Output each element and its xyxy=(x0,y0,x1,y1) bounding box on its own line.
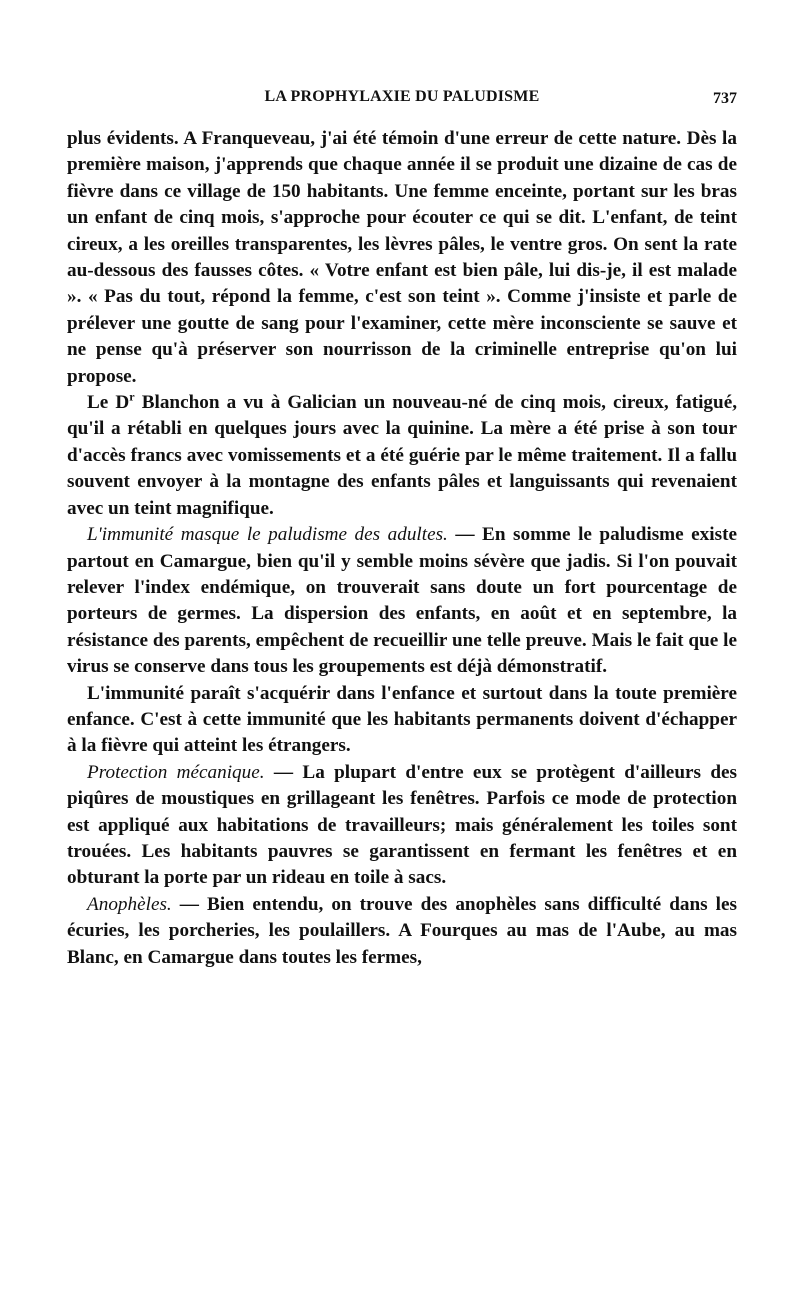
running-header xyxy=(67,88,737,118)
section-anopheles xyxy=(67,892,737,971)
running-title: LA PROPHYLAXIE DU PALUDISME xyxy=(264,88,540,105)
paragraph-blanchon xyxy=(67,390,737,522)
section-anopheles-body: — Bien entendu, on trouve des anophèles sans difficulté dans les écuries, les porcheries, les poulaillers. A Fourques au mas de l'Aube, au mas Blanc, en Camargue dans toutes les fermes, xyxy=(67,893,737,968)
section-anopheles-title: Anophèles. xyxy=(87,893,172,915)
section-immunity xyxy=(67,522,737,680)
body-text xyxy=(67,126,737,971)
page-number: 737 xyxy=(713,90,737,107)
section-mechanical-protection-title: Protection mécanique. xyxy=(87,761,265,783)
paragraph-immunity-childhood: L'immunité paraît s'acquérir dans l'enfance et surtout dans la toute première enfance. C'est à cette immunité que les habitants permanents doivent d'échapper à la fièvre qui atteint les étrangers. xyxy=(67,682,737,757)
paragraph-continuation: plus évidents. A Franqueveau, j'ai été témoin d'une erreur de cette nature. Dès la première maison, j'apprends que chaque année il se produit une dizaine de cas de fièvre dans ce village de 150 habitants. Une femme enceinte, portant sur les bras un enfant de cinq mois, s'approche pour écouter ce qui se dit. L'enfant, de teint cireux, a les oreilles transparentes, les lèvres pâles, le ventre gros. On sent la rate au-dessous des fausses côtes. « Votre enfant est bien pâle, lui dis-je, il est malade ». « Pas du tout, répond la femme, c'est son teint ». Comme j'insiste et parle de prélever une goutte de sang pour l'examiner, cette mère inconsciente se sauve et ne pense qu'à préserver son nourrisson de la criminelle entreprise qu'on lui propose. xyxy=(67,128,737,387)
paragraph-blanchon-start: Le D xyxy=(87,392,130,414)
paragraph-blanchon-rest: Blanchon a vu à Galician un nouveau-né de cinq mois, cireux, fatigué, qu'il a rétabli en quelques jours avec la quinine. La mère a été prise à son tour d'accès francs avec vomissements et a été guérie par le même traitement. Il a fallu souvent envoyer à la montagne des enfants pâles et languissants qui revenaient avec un teint magnifique. xyxy=(67,392,738,519)
doctor-superscript: r xyxy=(129,389,135,404)
section-immunity-title: L'immunité masque le paludisme des adultes. xyxy=(87,524,448,546)
document-page xyxy=(67,88,737,971)
section-immunity-body: — En somme le paludisme existe partout en Camargue, bien qu'il y semble moins sévère que jadis. Si l'on pouvait relever l'index endémique, on trouverait sans doute un fort pourcentage de porteurs de germes. La dispersion des enfants, en août et en septembre, la résistance des parents, empêchent de recueillir une telle preuve. Mais le fait que le virus se conserve dans tous les groupements est déjà démonstratif. xyxy=(67,524,737,678)
section-mechanical-protection xyxy=(67,760,737,892)
section-mechanical-protection-body: — La plupart d'entre eux se protègent d'ailleurs des piqûres de moustiques en grillageant les fenêtres. Parfois ce mode de protection est appliqué aux habitations de travailleurs; mais généralement les toiles sont trouées. Les habitants pauvres se garantissent en fermant les fenêtres et en obturant la porte par un rideau en toile à sacs. xyxy=(67,761,737,889)
